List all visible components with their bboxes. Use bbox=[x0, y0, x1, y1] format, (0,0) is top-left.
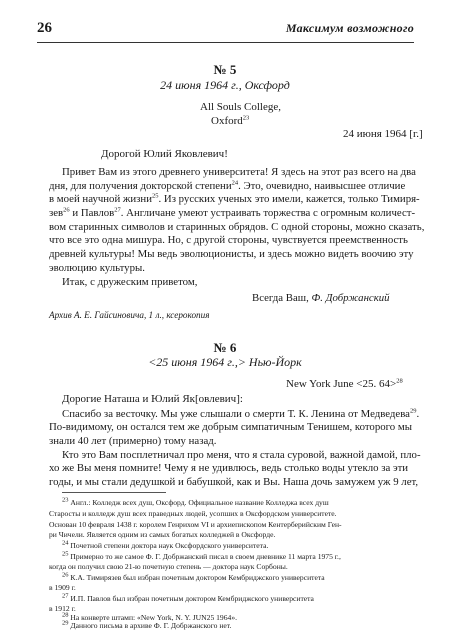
doc6-salutation: Дорогие Наташа и Юлий Як[овлевич]: bbox=[62, 393, 243, 405]
running-header bbox=[37, 20, 414, 40]
header-rule bbox=[37, 42, 414, 43]
doc5-salutation: Дорогой Юлий Яковлевич! bbox=[101, 148, 228, 160]
running-title: Максимум возможного bbox=[285, 21, 414, 35]
doc6-body-line: годы, и мы стали дедушкой и бабушкой, как и Вы. Наша дочь замужем уж 9 лет, bbox=[49, 476, 419, 488]
doc6-date-right: New York June <25. 64>$^{28}$ bbox=[286, 377, 403, 390]
doc6-body-line: Спасибо за весточку. Мы уже слышали о смерти Т. К. Ленина от Медведева$^{29}$. bbox=[62, 407, 420, 420]
footnote-line: Основан 10 февраля 1438 г. королем Генрихом VI и архиепископом Кентерберийским Ген- bbox=[49, 520, 342, 529]
doc5-body-line: зев$^{26}$ и Павлов$^{27}$. Англичане умеют устраивать торжества с огромным количест- bbox=[49, 206, 416, 219]
footnote-rule bbox=[62, 492, 166, 493]
doc5-body-line: вом старинных символов и старинных обрядов. С одной стороны, можно сказать, bbox=[49, 221, 425, 233]
doc5-closing: Итак, с дружеским приветом, bbox=[62, 276, 198, 288]
doc6-date-place: <25 июня 1964 г.,> Нью-Йорк bbox=[148, 355, 302, 369]
doc6-number: № 6 bbox=[213, 340, 237, 355]
doc5-body-line: древней культуры! Мы ведь эволюционисты, и здесь можно видеть воочию эту bbox=[49, 248, 414, 260]
footnote: $^{29}$ Данного письма в архиве Ф. Г. Добржанского нет. bbox=[62, 619, 232, 630]
doc5-date-right: 24 июня 1964 [г.] bbox=[343, 128, 423, 140]
doc5-address-line1: All Souls College, bbox=[200, 101, 281, 113]
doc5-body-line: Привет Вам из этого древнего университета! Я здесь на этот раз всего на два bbox=[62, 166, 416, 178]
doc5-date-place: 24 июня 1964 г., Оксфорд bbox=[160, 78, 290, 92]
doc6-body-line: По-видимому, он остался тем же добрым симпатичным Тенишем, которого мы bbox=[49, 421, 412, 433]
doc5-body-line: что все это одна мишура. Но, с другой стороны, чувствуется преемственность bbox=[49, 234, 408, 246]
doc6-body-line: Кто это Вам посплетничал про меня, что я стала суровой, важной дамой, пло- bbox=[62, 449, 421, 461]
footnote: $^{27}$ И.П. Павлов был избран почетным доктором Кембриджского университета bbox=[62, 592, 314, 603]
footnote: $^{25}$ Примерно то же самое Ф. Г. Добржанский писал в своем дневнике 11 марта 1975 г., bbox=[62, 550, 341, 561]
footnote: $^{28}$ На конверте штамп: «New York, N. Y. JUN25 1964». bbox=[62, 611, 238, 622]
doc5-number: № 5 bbox=[213, 62, 237, 77]
footnote: $^{26}$ К.А. Тимирязев был избран почетным доктором Кембриджского университета bbox=[62, 571, 325, 582]
footnote: $^{24}$ Почетной степени доктора наук Оксфордского университета. bbox=[62, 539, 269, 550]
footnote: $^{23}$ Англ.: Колледж всех душ, Оксфорд. Официальное название Колледжа всех душ bbox=[62, 496, 329, 507]
footnote-line: когда он получил свою 21-ю почетную степень — доктора наук Сорбоны. bbox=[49, 562, 288, 571]
doc5-archive-note: Архив А. Е. Гайсиновича, 1 л., ксерокопия bbox=[49, 310, 210, 320]
doc5-signature: Всегда Ваш, Ф. Добржанский bbox=[252, 292, 390, 304]
footnote-line: Старосты и колледж душ всех праведных людей, усопших в Оксфордском университете. bbox=[49, 509, 337, 518]
doc6-body-line: хо же Вы меня помните! Чему я не удивлюсь, ведь столько воды утекло за эти bbox=[49, 462, 409, 474]
doc5-address-line2: Oxford$^{23}$ bbox=[211, 114, 250, 127]
doc6-body-line: знали 40 лет (примерно) тому назад. bbox=[49, 435, 217, 447]
footnote-line: в 1909 г. bbox=[49, 583, 76, 592]
page-number: 26 bbox=[37, 20, 52, 36]
doc5-body-line: в моей научной жизни$^{25}$. Из русских ученых это имели, кажется, только Тимиря- bbox=[49, 192, 420, 205]
footnote-line: ри Чичели. Является одним из самых богатых колледжей в Оксфорде. bbox=[49, 530, 276, 539]
doc5-body-line: эволюцию культуры. bbox=[49, 262, 145, 274]
doc5-body-line: дня, для получения докторской степени$^{24}$. Это, очевидно, наивысшее отличие bbox=[49, 179, 406, 192]
footnote-line: в 1912 г. bbox=[49, 604, 76, 613]
